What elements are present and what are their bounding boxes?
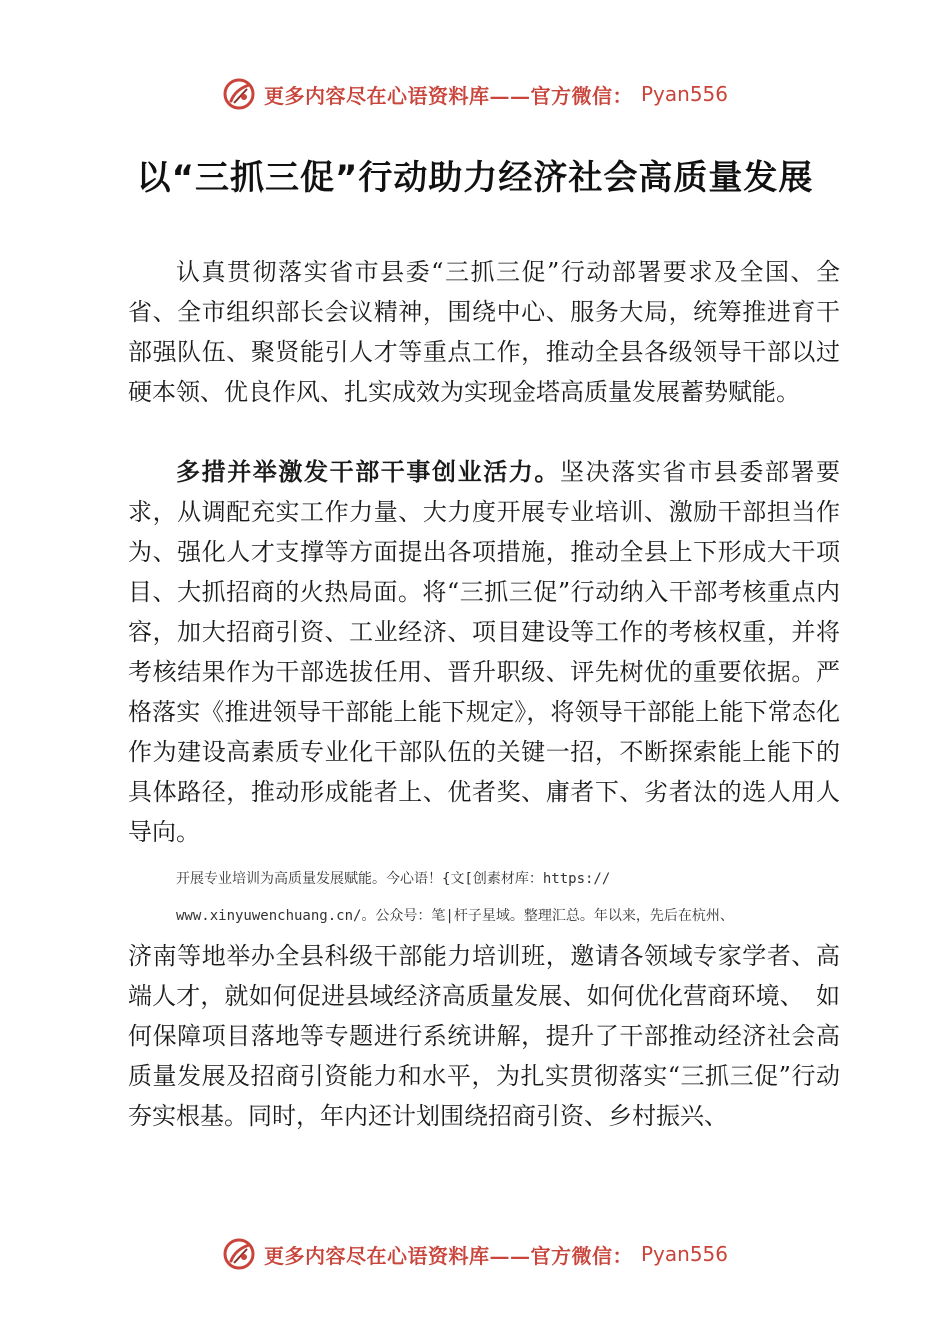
footer-banner xyxy=(0,1232,950,1276)
logo-icon xyxy=(222,77,256,111)
paragraph-training: 济南等地举办全县科级干部能力培训班，邀请各领域专家学者、高端人才，就如何促进县域经济高质量发展、如何优化营商环境、 如何保障项目落地等专题进行系统讲解，提升了干部推动经济社会高质量发展及招商引资能力和水平，为扎实贯彻落实“三抓三促”行动夯实根基。同时，年内还计划围绕招商引资、乡村振兴、 xyxy=(128,942,840,1130)
banner-wechat-id: Pyan556 xyxy=(640,82,728,106)
paragraph-measures-body: 坚决落实省市县委部署要求，从调配充实工作力量、大力度开展专业培训、激励干部担当作为、强化人才支撑等方面提出各项措施，推动全县上下形成大干项目、大抓招商的火热局面。将“三抓三促”行动纳入干部考核重点内容，加大招商引资、工业经济、项目建设等工作的考核权重，并将考核结果作为干部选拔任用、晋升职级、评先树优的重要依据。严格落实《推进领导干部能上能下规定》，将领导干部能上能下常态化作为建设高素质专业化干部队伍的关键一招，不断探索能上能下的具体路径，推动形成能者上、优者奖、庸者下、劣者汰的选人用人导向。 xyxy=(128,458,840,846)
inserted-note-line-1: 开展专业培训为高质量发展赋能。今心语！{文[创素材库：https:// xyxy=(176,871,611,887)
header-banner xyxy=(0,72,950,116)
inserted-note-line-2: www.xinyuwenchuang.cn/。公众号：笔|杆子星域。整理汇总。年以来，先后在杭州、 xyxy=(176,908,734,924)
banner-text: 更多内容尽在心语资料库——官方微信： xyxy=(263,1243,633,1268)
logo-icon xyxy=(222,1237,256,1271)
paragraph-measures xyxy=(128,452,840,852)
page-title: 以“三抓三促”行动助力经济社会高质量发展 xyxy=(136,158,814,198)
paragraph-lead-heading: 多措并举激发干部干事创业活力。 xyxy=(176,458,560,486)
banner-wechat-id: Pyan556 xyxy=(640,1242,728,1266)
banner-text: 更多内容尽在心语资料库——官方微信： xyxy=(263,83,633,108)
paragraph-intro: 认真贯彻落实省市县委“三抓三促”行动部署要求及全国、全省、全市组织部长会议精神，围绕中心、服务大局，统筹推进育干部强队伍、聚贤能引人才等重点工作，推动全县各级领导干部以过硬本领、优良作风、扎实成效为实现金塔高质量发展蓄势赋能。 xyxy=(128,258,840,406)
